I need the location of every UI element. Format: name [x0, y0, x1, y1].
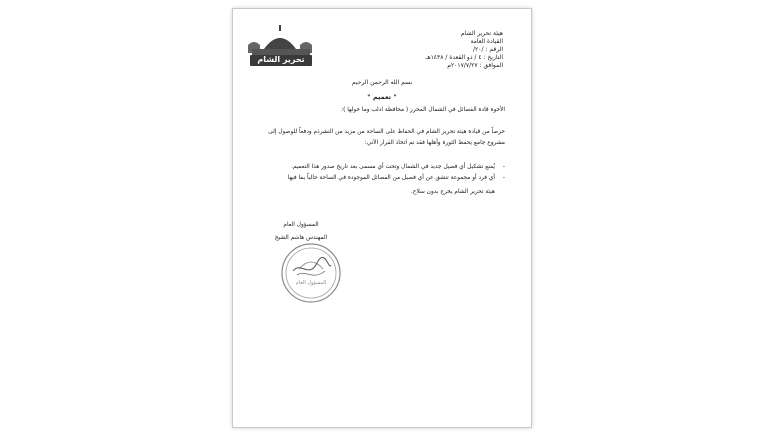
org-name: هيئة تحرير الشام: [460, 30, 503, 37]
body-paragraph: [251, 127, 505, 149]
addressee-line: الأخوة قادة الفصائل في الشمال المحرر ( محافظة ادلب وما حولها ):: [341, 107, 505, 113]
decision-item-2-continued: هيئة تحرير الشام يخرج بدون سلاح.: [410, 189, 495, 195]
official-stamp: [279, 241, 343, 305]
letter-header: [426, 30, 503, 70]
leadership-name: القيادة العامة: [470, 38, 503, 45]
logo-text: تحرير الشام: [257, 55, 305, 64]
organization-logo: [244, 23, 317, 67]
basmala: بسم الله الرحمن الرحيم: [351, 79, 413, 86]
paragraph-text: حرصاً من قيادة هيئة تحرير الشام في الحفاظ على الساحة من مزيد من التشرذم ودفعاً للوصول إلى مشروع جامع يحفظ الثورة وأهلها فقد تم اتخاذ القرار الآتي:: [268, 129, 505, 146]
hijri-date: التاريخ : ٤ / ذو القعدة / ١٤٣٨هـ: [425, 54, 503, 61]
document-page: [232, 8, 532, 428]
signatory-name: المهندس هاشم الشيخ: [274, 235, 328, 241]
stamp-icon: [279, 241, 343, 305]
gregorian-date: الموافق : ٢٠١٧/٧/٢٧م: [447, 62, 503, 69]
document-title: " تعميم ": [367, 93, 397, 101]
stamp-text: المسؤول العام: [295, 280, 327, 286]
decision-item-1: - يُمنع تشكيل أي فصيل جديد في الشمال وتحت أي مسمى بعد تاريخ صدور هذا التعميم.: [251, 162, 505, 173]
signatory-role: المسؤول العام: [283, 222, 319, 228]
decision-item-2: - أي فرد أو مجموعة تنشق عن أي فصيل من الفصائل الموجودة في الساحة حالياً بما فيها: [251, 173, 505, 184]
reference-number: الرقم : /٢٠/: [472, 46, 503, 53]
decision-list: [251, 162, 505, 198]
